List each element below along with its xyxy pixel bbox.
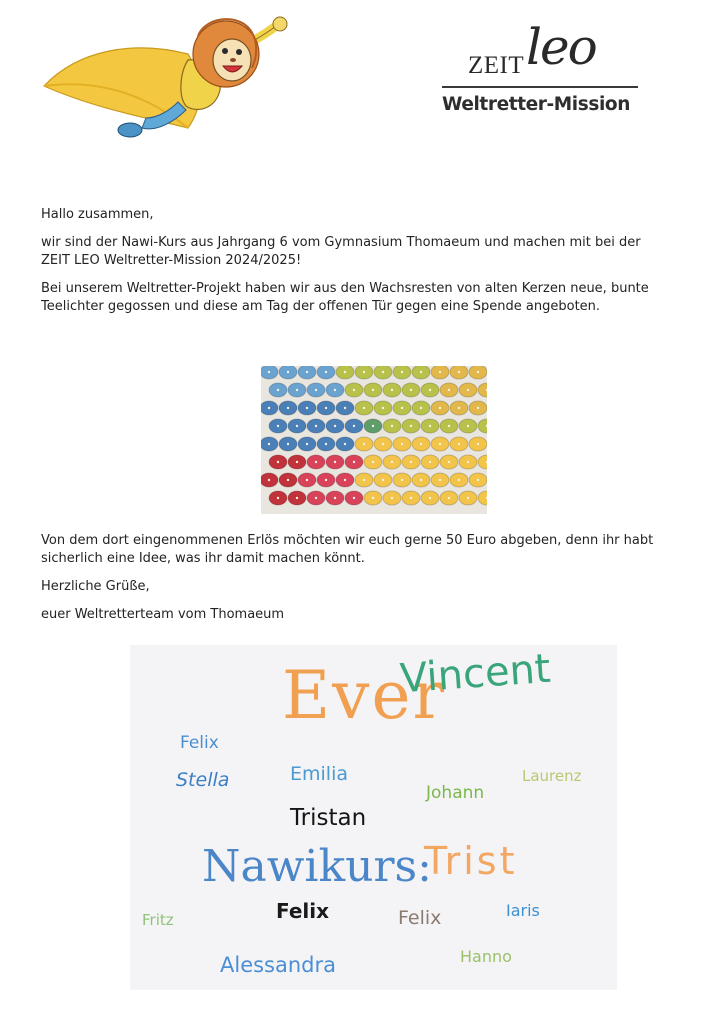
- tealight-wick: [306, 479, 308, 481]
- tealight-wick: [420, 371, 422, 373]
- tealight-wick: [268, 443, 270, 445]
- drawing-name-trist: Trist: [424, 839, 518, 883]
- tealight-wick: [448, 425, 450, 427]
- tealight-wick: [353, 497, 355, 499]
- tealight-wick: [277, 497, 279, 499]
- tealight-wick: [287, 371, 289, 373]
- tealight-wick: [363, 407, 365, 409]
- tealight-wick: [448, 497, 450, 499]
- tealight-wick: [410, 461, 412, 463]
- tealight-wick: [325, 407, 327, 409]
- tealight-wick: [296, 497, 298, 499]
- tealight-wick: [287, 443, 289, 445]
- tealight-wick: [467, 461, 469, 463]
- tealight-wick: [467, 497, 469, 499]
- tealight-wick: [296, 461, 298, 463]
- drawing-name-hanno: Hanno: [460, 947, 512, 966]
- tealight-wick: [467, 389, 469, 391]
- tealight-wick: [344, 371, 346, 373]
- tealight-wick: [277, 461, 279, 463]
- letter-paragraph-1: wir sind der Nawi-Kurs aus Jahrgang 6 vom Gymnasium Thomaeum und machen mit bei der ZEIT LEO Weltretter-Mission 2024/2025!: [41, 235, 641, 268]
- drawing-name-emilia: Emilia: [290, 763, 348, 785]
- drawing-name-felix-3: Felix: [398, 907, 442, 929]
- letter-paragraph-2: Bei unserem Weltretter-Projekt haben wir aus den Wachsresten von alten Kerzen neue, bunte Teelichter gegossen und diese am Tag der offenen Tür gegen eine Spende angeboten.: [41, 281, 649, 314]
- tealight-wick: [429, 425, 431, 427]
- drawing-name-fritz: Fritz: [142, 911, 174, 929]
- tealight-wick: [429, 389, 431, 391]
- tealight-wick: [391, 425, 393, 427]
- tealight-wick: [372, 461, 374, 463]
- tealight-wick: [391, 497, 393, 499]
- tealight-wick: [477, 479, 479, 481]
- tealight-wick: [382, 479, 384, 481]
- drawing-name-stella: Stella: [176, 769, 230, 791]
- drawing-name-laurenz: Laurenz: [522, 767, 582, 785]
- drawing-name-ever: Ever: [282, 657, 447, 734]
- tealight-wick: [306, 443, 308, 445]
- tealight-wick: [315, 425, 317, 427]
- letter-closing: Herzliche Grüße,: [41, 579, 150, 594]
- tealight-wick: [401, 443, 403, 445]
- tealight-wick: [410, 497, 412, 499]
- tealight-wick: [477, 407, 479, 409]
- tealight-wick: [315, 497, 317, 499]
- letter-body-lower: [41, 532, 681, 634]
- tealight-wick: [458, 371, 460, 373]
- tealight-wick: [420, 407, 422, 409]
- tealight-wick: [287, 479, 289, 481]
- logo-brand-zeit: ZEIT: [468, 52, 525, 79]
- tealight-wick: [353, 425, 355, 427]
- tealight-wick: [439, 479, 441, 481]
- tealight-wick: [344, 479, 346, 481]
- logo-subtitle: Weltretter-Mission: [442, 94, 630, 115]
- tealight-wick: [315, 389, 317, 391]
- tealight-wick: [410, 425, 412, 427]
- tealight-wick: [429, 461, 431, 463]
- tealight-wick: [458, 479, 460, 481]
- tealight-wick: [372, 497, 374, 499]
- tealight-wick: [391, 461, 393, 463]
- tealight-wick: [306, 371, 308, 373]
- tealight-wick: [363, 479, 365, 481]
- tealight-wick: [344, 407, 346, 409]
- drawing-name-tristan: Tristan: [290, 805, 367, 831]
- tealight-wick: [448, 461, 450, 463]
- tealight-wick: [382, 371, 384, 373]
- tealights-photo: [261, 366, 487, 514]
- tealight-wick: [372, 425, 374, 427]
- tealight-wick: [410, 389, 412, 391]
- tealight-wick: [268, 407, 270, 409]
- tealight-wick: [325, 479, 327, 481]
- drawing-name-felix-1: Felix: [180, 733, 219, 753]
- tealight-wick: [439, 371, 441, 373]
- tealight-wick: [277, 425, 279, 427]
- logo-brand-leo: leo: [526, 18, 596, 76]
- tealight-wick: [448, 389, 450, 391]
- drawing-name-felix-2: Felix: [276, 899, 330, 923]
- tealight-wick: [334, 461, 336, 463]
- tealight-wick: [325, 443, 327, 445]
- tealight-wick: [334, 497, 336, 499]
- tealight-wick: [439, 407, 441, 409]
- tealight-wick: [268, 479, 270, 481]
- tealight-wick: [401, 371, 403, 373]
- tealight-wick: [296, 389, 298, 391]
- drawing-name-iaris: Iaris: [506, 901, 540, 920]
- tealight-wick: [325, 371, 327, 373]
- letter-paragraph-3: Von dem dort eingenommenen Erlös möchten wir euch gerne 50 Euro abgeben, denn ihr habt sicherlich eine Idee, was ihr damit machen könnt.: [41, 533, 654, 566]
- letter-sign-off: euer Weltretterteam vom Thomaeum: [41, 607, 285, 622]
- tealight-wick: [277, 389, 279, 391]
- tealight-wick: [458, 443, 460, 445]
- tealight-wick: [334, 389, 336, 391]
- tealight-wick: [268, 371, 270, 373]
- zeit-leo-logo: [440, 18, 650, 124]
- tealight-wick: [363, 371, 365, 373]
- tealight-wick: [391, 389, 393, 391]
- drawing-name-vincent: Vincent: [398, 645, 553, 703]
- tealight-wick: [372, 389, 374, 391]
- drawing-name-johann: Johann: [426, 783, 485, 803]
- tealight-wick: [420, 479, 422, 481]
- tealight-wick: [467, 425, 469, 427]
- tealight-wick: [382, 443, 384, 445]
- tealight-wick: [334, 425, 336, 427]
- tealight-wick: [363, 443, 365, 445]
- tealight-wick: [353, 389, 355, 391]
- drawing-name-alessandra: Alessandra: [220, 953, 337, 977]
- logo-rule: [442, 86, 638, 88]
- letter-body: [41, 206, 681, 326]
- tealight-wick: [401, 479, 403, 481]
- tealight-wick: [382, 407, 384, 409]
- tealight-wick: [420, 443, 422, 445]
- tealight-wick: [477, 371, 479, 373]
- tealight-wick: [458, 407, 460, 409]
- tealight-wick: [353, 461, 355, 463]
- tealight-wick: [344, 443, 346, 445]
- flying-lion-superhero-icon: [38, 10, 290, 140]
- tealight-wick: [401, 407, 403, 409]
- tealight-wick: [429, 497, 431, 499]
- tealight-wick: [296, 425, 298, 427]
- tealight-wick: [306, 407, 308, 409]
- letter-greeting: Hallo zusammen,: [41, 207, 154, 222]
- tealight-wick: [315, 461, 317, 463]
- drawing-name-nawikurs: Nawikurs:: [202, 841, 432, 892]
- kids-names-drawing: [130, 645, 617, 990]
- tealight-wick: [439, 443, 441, 445]
- tealight-wick: [477, 443, 479, 445]
- tealight-wick: [287, 407, 289, 409]
